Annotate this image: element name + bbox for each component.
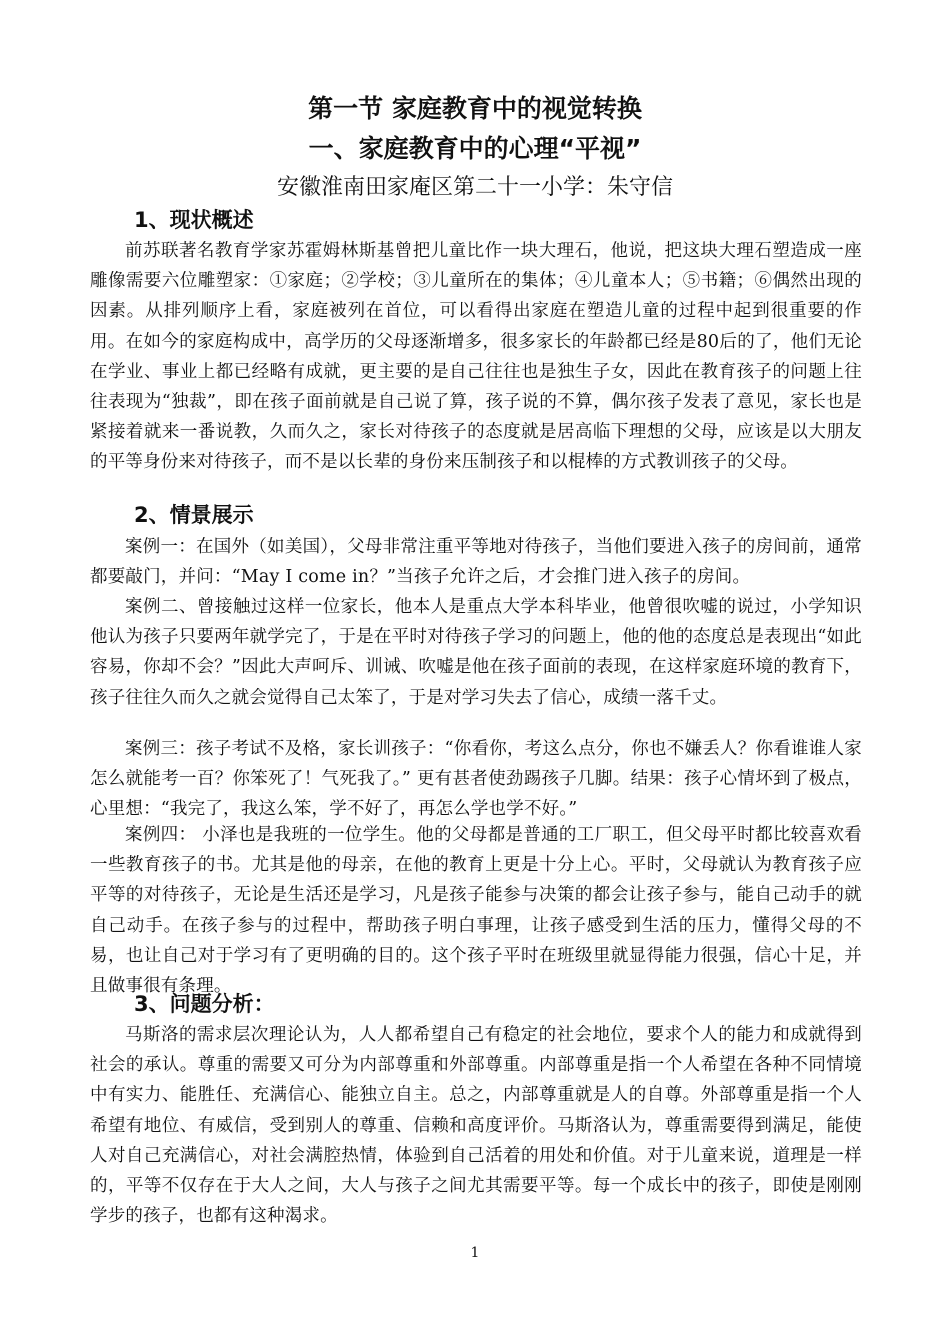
case-three-paragraph: 案例三：孩子考试不及格，家长训孩子：“你看你，考这么点分，你也不嫌丢人？你看谁谁人家怎么就能考一百？你笨死了！气死我了。” 更有甚者使劲踢孩子几脚。结果：孩子心情坏到了极点，心里想：“我完了，我这么笨，学不好了，再怎么学也学不好。” xyxy=(90,739,862,820)
analysis-paragraph: 马斯洛的需求层次理论认为，人人都希望自己有稳定的社会地位，要求个人的能力和成就得到社会的承认。尊重的需要又可分为内部尊重和外部尊重。内部尊重是指一个人希望在各种不同情境中有实力、能胜任、充满信心、能独立自主。总之，内部尊重就是人的自尊。外部尊重是指一个人希望有地位、有威信，受到别人的尊重、信赖和高度评价。马斯洛认为，尊重需要得到满足，能使人对自己充满信心，对社会满腔热情，体验到自己活着的用处和价值。对于儿童来说，道理是一样的，平等不仅存在于大人之间，大人与孩子之间尤其需要平等。每一个成长中的孩子，即使是刚刚学步的孩子，也都有这种渴求。 xyxy=(90,1025,862,1227)
section-heading-analysis: 3、问题分析： xyxy=(134,992,275,1016)
case-two-paragraph: 案例二、曾接触过这样一位家长，他本人是重点大学本科毕业，他曾很吹嘘的说过，小学知识他认为孩子只要两年就学完了，于是在平时对待孩子学习的问题上，他的他的态度总是表现出“如此容易，你却不会？”因此大声呵斥、训诫、吹嘘是他在孩子面前的表现，在这样家庭环境的教育下，孩子往往久而久之就会觉得自己太笨了，于是对学习失去了信心，成绩一落千丈。 xyxy=(90,597,862,708)
section-status-paragraph: 前苏联著名教育学家苏霍姆林斯基曾把儿童比作一块大理石，他说，把这块大理石塑造成一座雕像需要六位雕塑家：①家庭；②学校；③儿童所在的集体；④儿童本人；⑤书籍；⑥偶然出现的因素。从排列顺序上看，家庭被列在首位，可以看得出家庭在塑造儿童的过程中起到很重要的作用。在如今的家庭构成中，高学历的父母逐渐增多，很多家长的年龄都已经是80后的了，他们无论在学业、事业上都已经略有成就，更主要的是自己往往也是独生子女，因此在教育孩子的问题上往往表现为“独裁”，即在孩子面前就是自己说了算，孩子说的不算，偶尔孩子发表了意见，家长也是紧接着就来一番说教，久而久之，家长对待孩子的态度就是居高临下理想的父母，应该是以大朋友的平等身份来对待孩子，而不是以长辈的身份来压制孩子和以棍棒的方式教训孩子的父母。 xyxy=(90,241,862,473)
page-title: 第一节 家庭教育中的视觉转换 xyxy=(308,94,642,123)
page-subtitle: 一、家庭教育中的心理“平视” xyxy=(308,134,642,163)
section-heading-status: 1、现状概述 xyxy=(134,208,254,232)
case-four-paragraph: 案例四： 小泽也是我班的一位学生。他的父母都是普通的工厂职工，但父母平时都比较喜欢看一些教育孩子的书。尤其是他的母亲，在他的教育上更是十分上心。平时，父母就认为教育孩子应平等的对待孩子，无论是生活还是学习，凡是孩子能参与决策的都会让孩子参与，能自己动手的就自己动手。在孩子参与的过程中，帮助孩子明白事理，让孩子感受到生活的压力，懂得父母的不易，也让自己对于学习有了更明确的目的。这个孩子平时在班级里就显得能力很强，信心十足，并且做事很有条理。 xyxy=(90,825,862,997)
author-line: 安徽淮南田家庵区第二十一小学：朱守信 xyxy=(276,175,673,200)
case-one-paragraph: 案例一：在国外（如美国），父母非常注重平等地对待孩子，当他们要进入孩子的房间前，通常都要敲门，并问：“May I come in？”当孩子允许之后，才会推门进入孩子的房间。 xyxy=(90,537,862,588)
section-heading-scenarios: 2、情景展示 xyxy=(134,503,254,527)
page-number: 1 xyxy=(470,1245,480,1261)
